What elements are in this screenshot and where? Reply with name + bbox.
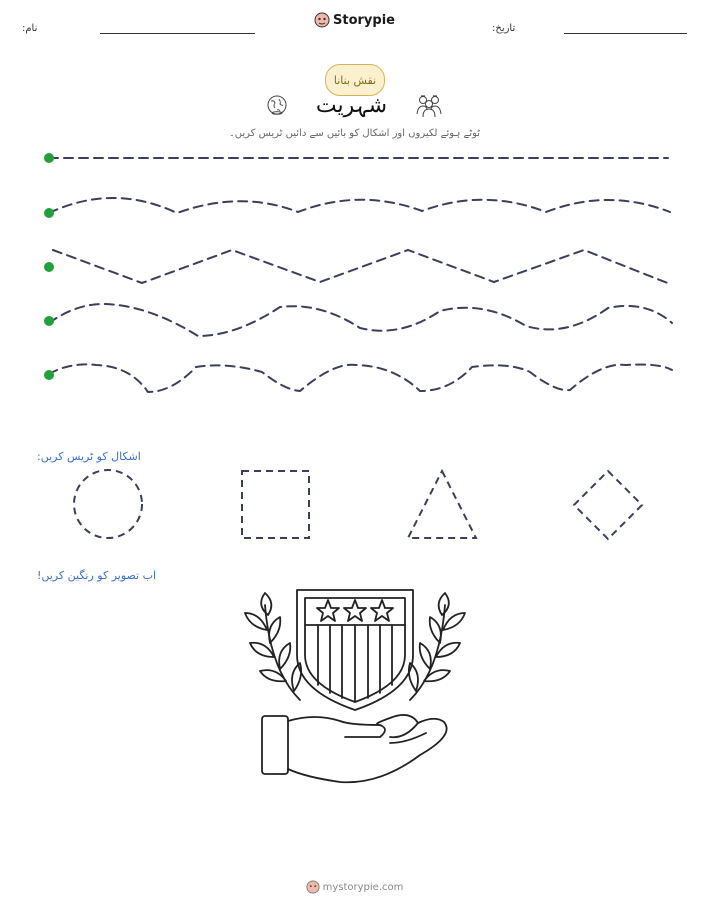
start-dot-1 [44, 153, 54, 163]
star-icon [344, 600, 366, 621]
start-dot-5 [44, 370, 54, 380]
storypie-mascot-icon [306, 880, 320, 894]
page-title: شہریت [315, 92, 388, 118]
right-laurel-icon [409, 593, 465, 700]
title-row [0, 92, 709, 118]
people-group-icon [414, 92, 444, 118]
diamond-icon[interactable] [574, 471, 642, 539]
start-dot-4 [44, 316, 54, 326]
brand-name: Storypie [333, 13, 395, 28]
name-label: نام: [22, 23, 38, 34]
star-icon [317, 600, 339, 621]
date-label: تاریخ: [492, 23, 516, 34]
tracing-line-deep-wave[interactable] [49, 364, 672, 392]
instruction-text: ٹوٹے ہوئے لکیروں اور اشکال کو بائیں سے دائیں ٹریس کریں۔ [228, 128, 481, 139]
triangle-icon[interactable] [408, 471, 476, 538]
hand-icon [262, 715, 447, 782]
tracing-lines-area [0, 140, 709, 400]
start-dot-2 [44, 208, 54, 218]
footer-site-link[interactable]: mystorypie.com [322, 882, 404, 893]
star-icon [371, 600, 393, 621]
start-dot-3 [44, 262, 54, 272]
coloring-section-label: اب تصویر کو رنگین کریں! [37, 569, 157, 582]
shapes-section-label: اشکال کو ٹریس کریں: [37, 450, 141, 463]
circle-icon[interactable] [74, 470, 142, 538]
date-line[interactable] [564, 33, 687, 34]
brand-logo [0, 12, 709, 28]
tracing-line-wave[interactable] [49, 304, 672, 336]
shield-icon [297, 590, 413, 710]
activity-badge: نقش بنانا [325, 64, 385, 96]
globe-icon [265, 93, 289, 117]
trace-shapes-area [0, 460, 709, 550]
name-line[interactable] [100, 33, 255, 34]
storypie-mascot-icon [314, 12, 330, 28]
tracing-line-gentle-wave[interactable] [49, 198, 670, 213]
square-icon[interactable] [242, 471, 309, 538]
coloring-picture[interactable] [230, 585, 480, 790]
footer [0, 880, 709, 894]
left-laurel-icon [245, 593, 301, 700]
tracing-line-zigzag[interactable] [53, 250, 670, 284]
